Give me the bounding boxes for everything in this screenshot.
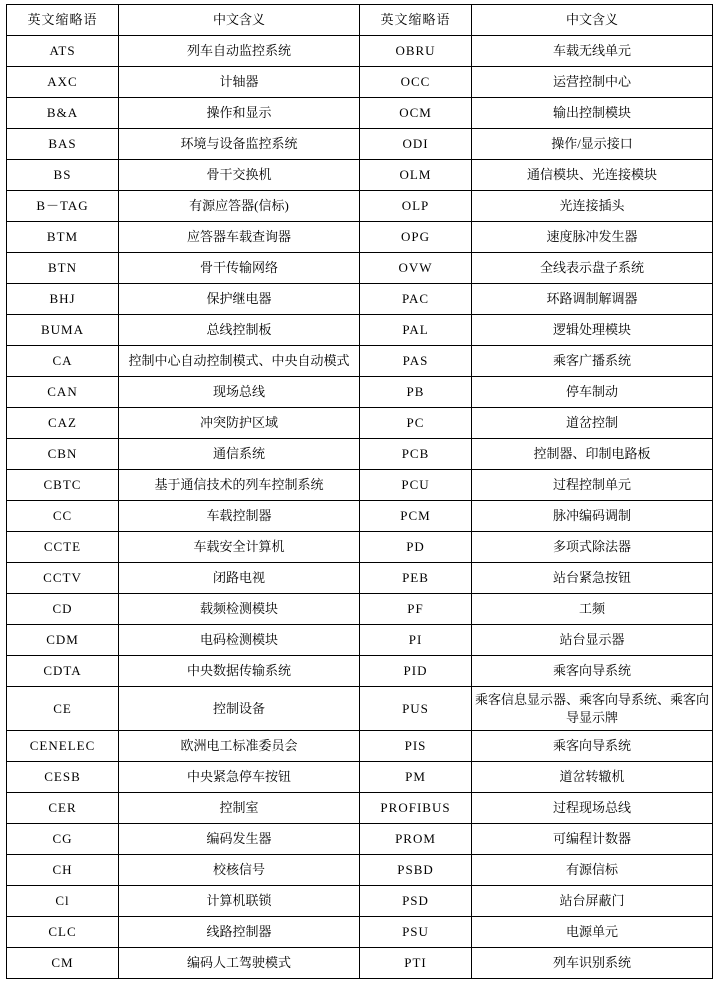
cell-meaning-left: 控制设备 [119,687,360,731]
cell-abbr-left: ATS [7,36,119,67]
cell-abbr-right: PIS [360,731,472,762]
table-row [7,687,713,731]
cell-meaning-right: 工频 [472,594,713,625]
cell-meaning-right: 通信模块、光连接模块 [472,160,713,191]
table-row [7,917,713,948]
cell-abbr-right: PROFIBUS [360,793,472,824]
cell-abbr-right: PID [360,656,472,687]
cell-abbr-left: CD [7,594,119,625]
cell-abbr-left: CESB [7,762,119,793]
table-row [7,160,713,191]
table-row [7,439,713,470]
cell-abbr-right: PAS [360,346,472,377]
cell-abbr-left: CDTA [7,656,119,687]
cell-meaning-right: 逻辑处理模块 [472,315,713,346]
cell-meaning-right: 乘客向导系统 [472,656,713,687]
table-row [7,824,713,855]
cell-abbr-left: B&A [7,98,119,129]
cell-meaning-left: 载频检测模块 [119,594,360,625]
column-header-meaning-left: 中文含义 [119,5,360,36]
table-row [7,501,713,532]
cell-abbr-left: CA [7,346,119,377]
table-row [7,408,713,439]
cell-abbr-right: PF [360,594,472,625]
cell-abbr-right: PCU [360,470,472,501]
cell-meaning-right: 乘客向导系统 [472,731,713,762]
cell-meaning-left: 控制中心自动控制模式、中央自动模式 [119,346,360,377]
cell-abbr-left: CAZ [7,408,119,439]
table-row [7,855,713,886]
cell-meaning-right: 站台屏蔽门 [472,886,713,917]
cell-abbr-left: CER [7,793,119,824]
table-row [7,346,713,377]
table-row [7,793,713,824]
cell-abbr-right: OCM [360,98,472,129]
cell-abbr-right: PSD [360,886,472,917]
cell-meaning-left: 中央紧急停车按钮 [119,762,360,793]
abbreviation-glossary-table [6,4,713,979]
table-row [7,594,713,625]
cell-meaning-right: 乘客信息显示器、乘客向导系统、乘客向导显示牌 [472,687,713,731]
cell-meaning-left: 车载控制器 [119,501,360,532]
cell-abbr-left: CBTC [7,470,119,501]
cell-meaning-right: 电源单元 [472,917,713,948]
cell-abbr-left: CC [7,501,119,532]
cell-abbr-left: Cl [7,886,119,917]
table-row [7,656,713,687]
table-row [7,98,713,129]
cell-meaning-right: 多项式除法器 [472,532,713,563]
table-row [7,470,713,501]
cell-abbr-left: B－TAG [7,191,119,222]
cell-meaning-right: 脉冲编码调制 [472,501,713,532]
cell-meaning-right: 列车识别系统 [472,948,713,979]
table-row [7,731,713,762]
cell-abbr-right: PI [360,625,472,656]
cell-meaning-right: 控制器、印制电路板 [472,439,713,470]
cell-meaning-right: 可编程计数器 [472,824,713,855]
cell-meaning-left: 总线控制板 [119,315,360,346]
table-row [7,67,713,98]
cell-abbr-left: CLC [7,917,119,948]
cell-abbr-right: PB [360,377,472,408]
cell-abbr-right: PCB [360,439,472,470]
cell-abbr-right: PD [360,532,472,563]
table-row [7,532,713,563]
cell-meaning-left: 列车自动监控系统 [119,36,360,67]
cell-abbr-left: CE [7,687,119,731]
cell-meaning-left: 线路控制器 [119,917,360,948]
cell-abbr-left: AXC [7,67,119,98]
cell-abbr-right: OPG [360,222,472,253]
table-row [7,129,713,160]
cell-abbr-right: OBRU [360,36,472,67]
cell-abbr-left: CAN [7,377,119,408]
table-row [7,36,713,67]
cell-meaning-right: 站台紧急按钮 [472,563,713,594]
cell-meaning-left: 基于通信技术的列车控制系统 [119,470,360,501]
table-row [7,625,713,656]
cell-abbr-right: PEB [360,563,472,594]
cell-abbr-left: CDM [7,625,119,656]
cell-meaning-left: 电码检测模块 [119,625,360,656]
cell-meaning-right: 停车制动 [472,377,713,408]
cell-abbr-left: CBN [7,439,119,470]
column-header-meaning-right: 中文含义 [472,5,713,36]
cell-abbr-right: PSU [360,917,472,948]
cell-abbr-right: OLM [360,160,472,191]
cell-meaning-left: 通信系统 [119,439,360,470]
cell-abbr-left: CENELEC [7,731,119,762]
cell-meaning-right: 全线表示盘子系统 [472,253,713,284]
column-header-abbr-right: 英文缩略语 [360,5,472,36]
cell-abbr-left: CCTV [7,563,119,594]
cell-abbr-right: ODI [360,129,472,160]
cell-meaning-right: 有源信标 [472,855,713,886]
table-row [7,563,713,594]
cell-abbr-left: CH [7,855,119,886]
cell-meaning-left: 车载安全计算机 [119,532,360,563]
cell-meaning-left: 计算机联锁 [119,886,360,917]
cell-meaning-left: 中央数据传输系统 [119,656,360,687]
table-row [7,284,713,315]
column-header-abbr-left: 英文缩略语 [7,5,119,36]
cell-meaning-left: 编码人工驾驶模式 [119,948,360,979]
cell-meaning-right: 环路调制解调器 [472,284,713,315]
cell-meaning-left: 骨干交换机 [119,160,360,191]
cell-abbr-right: PUS [360,687,472,731]
cell-meaning-right: 道岔控制 [472,408,713,439]
cell-abbr-right: PROM [360,824,472,855]
cell-abbr-right: PTI [360,948,472,979]
cell-meaning-left: 有源应答器(信标) [119,191,360,222]
cell-meaning-right: 过程现场总线 [472,793,713,824]
cell-abbr-left: CG [7,824,119,855]
table-row [7,253,713,284]
cell-meaning-right: 运营控制中心 [472,67,713,98]
cell-abbr-right: PAL [360,315,472,346]
cell-abbr-right: PAC [360,284,472,315]
table-body [7,36,713,979]
cell-abbr-left: BTN [7,253,119,284]
cell-meaning-right: 乘客广播系统 [472,346,713,377]
table-row [7,315,713,346]
cell-meaning-left: 编码发生器 [119,824,360,855]
cell-meaning-left: 骨干传输网络 [119,253,360,284]
cell-meaning-left: 冲突防护区域 [119,408,360,439]
cell-meaning-left: 控制室 [119,793,360,824]
table-row [7,762,713,793]
cell-meaning-left: 现场总线 [119,377,360,408]
cell-meaning-right: 道岔转辙机 [472,762,713,793]
cell-abbr-left: BUMA [7,315,119,346]
table-header-row [7,5,713,36]
cell-meaning-left: 保护继电器 [119,284,360,315]
cell-abbr-right: PSBD [360,855,472,886]
cell-meaning-left: 校核信号 [119,855,360,886]
cell-meaning-right: 速度脉冲发生器 [472,222,713,253]
table-row [7,948,713,979]
cell-abbr-left: BHJ [7,284,119,315]
cell-meaning-left: 应答器车载查询器 [119,222,360,253]
cell-abbr-left: CCTE [7,532,119,563]
cell-meaning-right: 站台显示器 [472,625,713,656]
cell-abbr-left: BS [7,160,119,191]
table-row [7,377,713,408]
cell-meaning-left: 环境与设备监控系统 [119,129,360,160]
table-row [7,222,713,253]
cell-abbr-right: PCM [360,501,472,532]
table-row [7,886,713,917]
cell-meaning-right: 操作/显示接口 [472,129,713,160]
cell-abbr-right: PC [360,408,472,439]
cell-abbr-right: OCC [360,67,472,98]
cell-meaning-left: 欧洲电工标准委员会 [119,731,360,762]
cell-abbr-left: BAS [7,129,119,160]
cell-abbr-left: BTM [7,222,119,253]
cell-meaning-right: 光连接插头 [472,191,713,222]
cell-meaning-right: 输出控制模块 [472,98,713,129]
cell-abbr-right: PM [360,762,472,793]
cell-meaning-left: 操作和显示 [119,98,360,129]
cell-abbr-right: OVW [360,253,472,284]
cell-meaning-right: 车载无线单元 [472,36,713,67]
cell-meaning-right: 过程控制单元 [472,470,713,501]
cell-abbr-right: OLP [360,191,472,222]
table-row [7,191,713,222]
cell-meaning-left: 计轴器 [119,67,360,98]
cell-abbr-left: CM [7,948,119,979]
cell-meaning-left: 闭路电视 [119,563,360,594]
